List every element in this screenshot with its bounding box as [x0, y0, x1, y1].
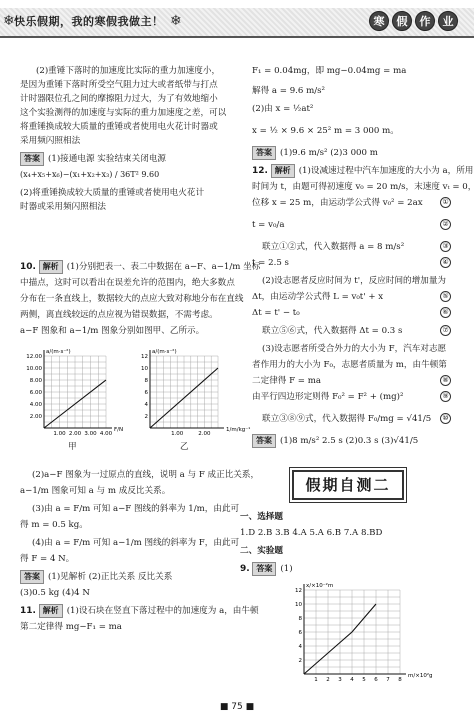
answer-line — [20, 570, 172, 584]
question-number: 10. — [20, 262, 36, 272]
answer-line — [252, 434, 418, 448]
text-line: 中描点，这时可以看出在误差允许的范围内，绝大多数点 — [20, 278, 235, 288]
answer-line — [252, 146, 378, 160]
answer-tag: 答案 — [20, 152, 44, 166]
text-line: 时间为 t，由题可得初速度 v₀ = 20 m/s，末速度 vₜ = 0， — [252, 182, 476, 192]
text-line: x = ½ × 9.6 × 25² m = 3 000 m。 — [252, 126, 399, 136]
text-line: (1)设减速过程中汽车加速度的大小为 a，所用 — [298, 166, 474, 176]
x-axis-label: m/×10²g — [408, 673, 433, 679]
graph-label-jia: 甲 — [68, 442, 77, 452]
graph-q9-plot — [295, 582, 433, 683]
x-tick-label: 1.00 — [53, 431, 66, 437]
section-title-box: 假期自测二 — [292, 470, 404, 500]
section-heading: 二、实验题 — [240, 546, 283, 556]
text-line: 采用频闪照相法 — [20, 136, 81, 146]
equation-number: ③ — [440, 241, 451, 252]
graph-yi — [132, 346, 251, 441]
text-line: (1)设石块在竖直下落过程中的加速度为 a，由牛顿 — [66, 606, 259, 616]
y-tick-label: 10 — [295, 602, 302, 608]
equation-number: ⑤ — [440, 291, 451, 302]
text-line: Δt，由运动学公式得 L = v₀t' + x — [252, 292, 384, 302]
x-tick-label: 1.00 — [171, 431, 184, 437]
text-line: t = 2.5 s — [252, 258, 289, 268]
x-tick-label: 6 — [374, 677, 378, 683]
multiple-choice-answers: 1.D 2.B 3.B 4.A 5.A 6.B 7.A 8.BD — [240, 528, 383, 538]
analysis-tag: 解析 — [271, 164, 295, 178]
header-slogan: 快乐假期，我的寒假我做主！ — [14, 15, 164, 28]
x-tick-label: 5 — [362, 677, 366, 683]
header-badge: 寒 — [369, 11, 389, 31]
x-tick-label: 8 — [398, 677, 402, 683]
question-12-line — [252, 164, 473, 178]
text-line: 者作用力的大小为 F₀，志愿者质量为 m，由牛顿第 — [252, 360, 447, 370]
text-line: (2)a−F 图象为一过原点的直线，说明 a 与 F 成正比关系， — [32, 470, 260, 480]
graph-jia-plot — [26, 348, 123, 437]
equation-number: ⑦ — [440, 325, 451, 336]
formula-line: (x₄+x₅+x₆)−(x₁+x₂+x₃) / 36T² 9.60 — [20, 170, 160, 179]
equation-number: ⑩ — [440, 413, 451, 424]
y-tick-label: 8 — [298, 616, 302, 622]
text-line: 两侧，离直线较远的点应视为错误数据，不需考虑。 — [20, 310, 218, 320]
header-badges — [369, 11, 458, 31]
y-tick-label: 2.00 — [29, 414, 42, 420]
text-line: 时器或采用频闪照相法 — [20, 202, 106, 212]
header-badge: 业 — [438, 11, 458, 31]
x-tick-label: 3.00 — [84, 431, 97, 437]
x-tick-label: 2.00 — [68, 431, 82, 437]
answer-text: (1)9.6 m/s² (2)3 000 m — [280, 148, 378, 158]
y-tick-label: 4.00 — [29, 402, 42, 408]
answer-text: (1)见解析 (2)正比关系 反比关系 — [48, 572, 173, 582]
text-line: t = v₀/a — [252, 220, 285, 230]
question-number: 9. — [240, 564, 250, 574]
text-line: 计时器限位孔之间的摩擦阻力过大，为了有效地缩小 — [20, 94, 218, 104]
y-tick-label: 6.00 — [29, 390, 42, 396]
text-line: 第二定律得 mg−F₁ = ma — [20, 622, 122, 632]
text-line: (2)设志愿者反应时间为 t'，反应时间的增加量为 — [262, 276, 447, 286]
x-tick-label: 7 — [386, 677, 390, 683]
x-tick-label: 4 — [350, 677, 354, 683]
y-tick-label: 10.00 — [26, 366, 42, 372]
y-tick-label: 2 — [298, 658, 302, 664]
text-line: (2)将重锤换成较大质量的重锤或者使用电火花计 — [20, 188, 205, 198]
analysis-tag: 解析 — [39, 604, 63, 618]
y-tick-label: 12 — [295, 588, 302, 594]
graph-q9 — [286, 578, 446, 688]
question-number: 11. — [20, 606, 36, 616]
page-header — [0, 0, 474, 42]
x-tick-label: 2 — [326, 677, 330, 683]
y-tick-label: 4 — [298, 644, 302, 650]
x-tick-label: 2.00 — [198, 431, 211, 437]
snowflake-icon: ❄ — [170, 13, 182, 29]
answer-text: (1) — [280, 564, 293, 574]
text-line: (1)分别把表一、表二中数据在 a−F、a−1/m 坐标 — [66, 262, 261, 272]
x-tick-label: 4.00 — [99, 431, 113, 437]
text-line: 联立①②式，代入数据得 a = 8 m/s² — [262, 242, 405, 252]
y-axis-label: a/(m·s⁻²) — [152, 349, 177, 355]
x-tick-label: 1 — [314, 677, 318, 683]
y-axis-label: a/(m·s⁻²) — [46, 349, 71, 355]
graph-yi-plot — [141, 348, 250, 437]
snowflake-icon: ❄ — [3, 13, 15, 29]
text-line: (2)重锤下落时的加速度比实际的重力加速度小， — [36, 66, 221, 76]
equation-number: ⑨ — [440, 391, 451, 402]
text-line: 由平行四边形定则得 F₀² = F² + (mg)² — [252, 392, 404, 402]
text-line: (4)由 a = F/m 可知 a−1/m 图线的斜率为 F，由此可 — [32, 538, 240, 548]
text-line: 联立③⑧⑨式，代入数据得 F₀/mg = √41/5 — [262, 414, 432, 424]
x-axis-label: F/N — [114, 427, 124, 433]
y-tick-label: 4 — [144, 402, 148, 408]
answer-tag: 答案 — [252, 562, 276, 576]
answer-tag: 答案 — [20, 570, 44, 584]
y-tick-label: 12 — [141, 354, 148, 360]
question-9-line — [240, 562, 293, 576]
equation-number: ④ — [440, 257, 451, 268]
graph-label-yi: 乙 — [180, 442, 189, 452]
answer-line — [20, 152, 166, 166]
text-line: 位移 x = 25 m，由运动学公式得 v₀² = 2ax — [252, 198, 423, 208]
text-line: (3)设志愿者所受合外力的大小为 F，汽车对志愿 — [262, 344, 447, 354]
equation-number: ② — [440, 219, 451, 230]
equation-number: ⑧ — [440, 375, 451, 386]
question-11-line — [20, 604, 259, 618]
x-tick-label: 3 — [338, 677, 342, 683]
text-line: 分布在一条直线上，数据较大的点应大致对称地分布在直线 — [20, 294, 244, 304]
y-tick-label: 6 — [298, 630, 302, 636]
y-tick-label: 2 — [144, 414, 148, 420]
text-line: 二定律得 F = ma — [252, 376, 322, 386]
answer-tag: 答案 — [252, 146, 276, 160]
x-axis-label: 1/m/kg⁻¹ — [226, 427, 251, 433]
analysis-tag: 解析 — [39, 260, 63, 274]
text-line: Δt = t' − t₀ — [252, 308, 300, 318]
equation-number: ⑥ — [440, 307, 451, 318]
text-line: 这个实验测得的加速度与实际的重力加速度之差，可以 — [20, 108, 227, 118]
answer-text: (1)接通电源 实验结束关闭电源 — [48, 154, 167, 164]
y-tick-label: 8.00 — [29, 378, 42, 384]
text-line: F₁ = 0.04mg，即 mg−0.04mg = ma — [252, 66, 407, 76]
y-tick-label: 8 — [144, 378, 148, 384]
question-number: 12. — [252, 166, 268, 176]
text-line: 得 F = 4 N。 — [20, 554, 75, 564]
text-line: 得 m = 0.5 kg。 — [20, 520, 88, 530]
equation-number: ① — [440, 197, 451, 208]
text-line: 将重锤换成较大质量的重锤或者使用电火花计时器或 — [20, 122, 218, 132]
graph-jia — [20, 346, 124, 441]
y-tick-label: 10 — [141, 366, 148, 372]
answer-tag: 答案 — [252, 434, 276, 448]
text-line: (3)0.5 kg (4)4 N — [20, 588, 90, 598]
text-line: (3)由 a = F/m 可知 a−F 图线的斜率为 1/m，由此可 — [32, 504, 240, 514]
section-heading: 一、选择题 — [240, 512, 283, 522]
page-footer: ■ 75 ■ — [219, 702, 255, 712]
text-line: 解得 a = 9.6 m/s² — [252, 86, 326, 96]
header-badge: 作 — [415, 11, 435, 31]
y-tick-label: 6 — [144, 390, 148, 396]
question-10-line — [20, 260, 260, 274]
y-axis-label: x/×10⁻²m — [306, 583, 334, 589]
text-line: 是因为重锤下落时所受空气阻力过大或者纸带与打点 — [20, 80, 218, 90]
header-badge: 假 — [392, 11, 412, 31]
answer-text: (1)8 m/s² 2.5 s (2)0.3 s (3)√41/5 — [280, 436, 419, 446]
text-line: a−F 图象和 a−1/m 图象分别如图甲、乙所示。 — [20, 326, 205, 336]
page-number: 75 — [231, 702, 243, 712]
text-line: a−1/m 图象可知 a 与 m 成反比关系。 — [20, 486, 171, 496]
text-line: (2)由 x = ½at² — [252, 104, 314, 114]
text-line: 联立⑤⑥式，代入数据得 Δt = 0.3 s — [262, 326, 403, 336]
y-tick-label: 12.00 — [26, 354, 42, 360]
